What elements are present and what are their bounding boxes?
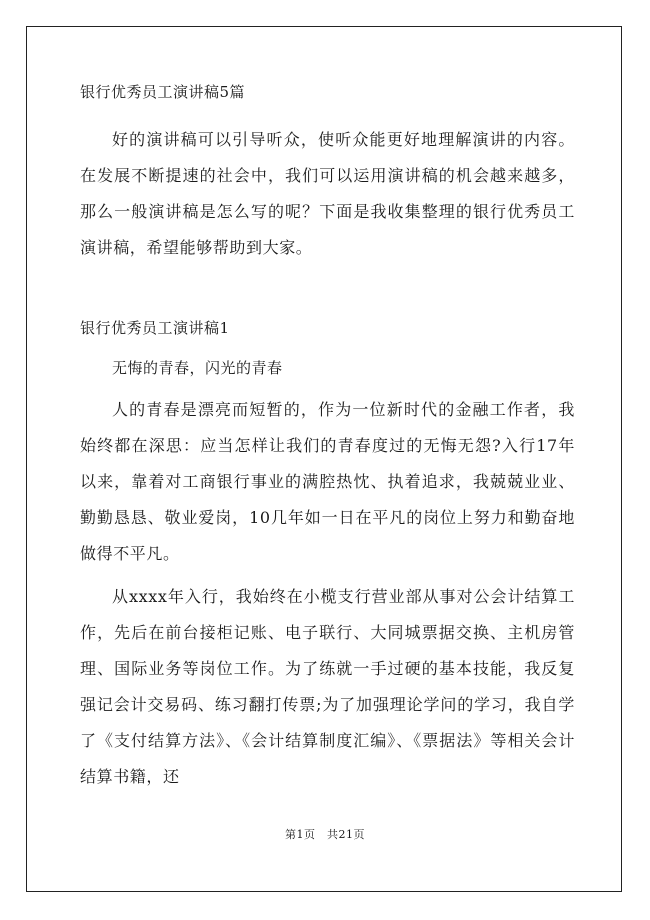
body-paragraph-1: 人的青春是漂亮而短暂的，作为一位新时代的金融工作者，我始终都在深思：应当怎样让我们的青春度过的无悔无怨?入行17年以来，靠着对工商银行事业的满腔热忱、执着追求，我兢兢业业、勤勤恳恳、敬业爱岗，10几年如一日在平凡的岗位上努力和勤奋地做得不平凡。 (80, 400, 575, 563)
page-number: 第1页 共21页 (285, 828, 365, 841)
body-paragraph-2: 从xxxx年入行，我始终在小榄支行营业部从事对公会计结算工作，先后在前台接柜记账、电子联行、大同城票据交换、主机房管理、国际业务等岗位工作。为了练就一手过硬的基本技能，我反复强记会计交易码、练习翻打传票;为了加强理论学问的学习，我自学了《支付结算方法》、《会计结算制度汇编》、《票据法》等相关会计结算书籍，还 (80, 587, 575, 786)
document-body (80, 82, 575, 795)
document-title: 银行优秀员工演讲稿5篇 (80, 83, 246, 101)
speech-subtitle: 无悔的青春，闪光的青春 (112, 359, 283, 377)
section-heading: 银行优秀员工演讲稿1 (80, 319, 230, 337)
intro-paragraph: 好的演讲稿可以引导听众，使听众能更好地理解演讲的内容。在发展不断提速的社会中，我们可以运用演讲稿的机会越来越多，那么一般演讲稿是怎么写的呢？下面是我收集整理的银行优秀员工演讲稿，希望能够帮助到大家。 (80, 130, 575, 257)
